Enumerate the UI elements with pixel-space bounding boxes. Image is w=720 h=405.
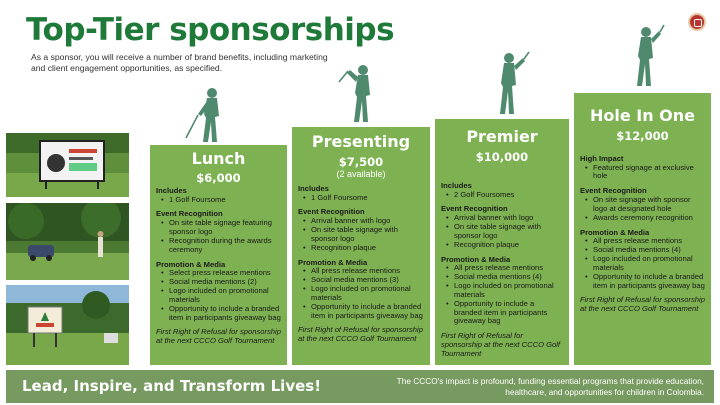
list-item: • On site table signage with sponsor logo xyxy=(441,223,564,241)
list-item: • Recognition plaque xyxy=(441,241,564,250)
list-item: • 2 Golf Foursomes xyxy=(441,191,564,200)
list-item: • On site table signage featuring sponsor logo xyxy=(156,219,282,237)
tier-name: Presenting xyxy=(311,132,411,151)
includes-heading: Includes xyxy=(298,184,329,193)
list-item: • Social media mentions (4) xyxy=(441,273,564,282)
list-item: • Opportunity to include a branded item in participants giveaway bag xyxy=(580,273,706,291)
list-item: • Recognition during the awards ceremony xyxy=(156,237,282,255)
refusal-note: First Right of Refusal for sponsorship at the next CCCO Golf Tournament xyxy=(580,295,705,314)
tier-card-hole-in-one xyxy=(574,93,711,365)
includes-heading: Includes xyxy=(156,186,187,195)
list-item: • Opportunity to include a branded item in participants giveaway bag xyxy=(441,300,564,327)
recognition-heading: Event Recognition xyxy=(580,186,647,196)
golfer-silhouette-icon xyxy=(184,86,230,144)
event-photo-golfers xyxy=(6,203,129,280)
tier-price: $10,000 xyxy=(475,150,529,164)
refusal-note: First Right of Refusal for sponsorship at the next CCCO Golf Tournament xyxy=(298,325,423,344)
list-item: • All press release mentions xyxy=(298,267,425,276)
list-item: • All press release mentions xyxy=(580,237,706,246)
page-title: Top-Tier sponsorships xyxy=(26,12,395,48)
list-item: • Social media mentions (3) xyxy=(298,276,425,285)
tier-price: $7,500 xyxy=(338,155,384,169)
tier-availability: (2 available) xyxy=(336,169,386,179)
tier-price: $12,000 xyxy=(616,129,669,143)
golfer-silhouette-icon xyxy=(337,62,383,124)
includes-heading: High Impact xyxy=(580,154,624,163)
tier-name: Premier xyxy=(466,127,538,146)
tier-card-lunch xyxy=(150,145,287,365)
tier-card-presenting xyxy=(292,127,430,365)
list-item: • Featured signage at exclusive hole xyxy=(580,164,706,182)
tier-name: Hole In One xyxy=(589,106,696,125)
recognition-heading: Event Recognition xyxy=(298,207,365,217)
list-item: • On site signage with sponsor logo at designated hole xyxy=(580,196,706,214)
footer-impact-text: The CCCO's impact is profound, funding essential programs that provide education, healthcare, and opportunities for children in Colombia. xyxy=(396,376,704,397)
includes-heading: Includes xyxy=(441,181,472,190)
list-item: • Recognition plaque xyxy=(298,244,425,253)
list-item: • Social media mentions (4) xyxy=(580,246,706,255)
golfer-silhouette-icon xyxy=(628,24,668,88)
footer-bar xyxy=(6,370,714,403)
list-item: • Social media mentions (2) xyxy=(156,278,282,287)
list-item: • Logo included on promotional materials xyxy=(298,285,425,303)
tier-name: Lunch xyxy=(191,149,246,168)
page-subtitle: As a sponsor, you will receive a number of brand benefits, including marketing and client engagement opportunities, as specified. xyxy=(31,52,328,73)
list-item: • On site table signage with sponsor logo xyxy=(298,226,425,244)
list-item: • 1 Golf Foursome xyxy=(298,194,425,203)
media-heading: Promotion & Media xyxy=(156,259,226,269)
list-item: • Arrival banner with logo xyxy=(441,214,564,223)
footer-slogan: Lead, Inspire, and Transform Lives! xyxy=(22,377,322,395)
list-item: • Logo included on promotional materials xyxy=(441,282,564,300)
event-photo-course-sign xyxy=(6,285,129,365)
media-heading: Promotion & Media xyxy=(580,227,650,237)
list-item: • All press release mentions xyxy=(441,264,564,273)
list-item: • Opportunity to include a branded item in participants giveaway bag xyxy=(156,305,282,323)
golfer-silhouette-icon xyxy=(491,50,531,116)
list-item: • Logo included on promotional materials xyxy=(156,287,282,305)
list-item: • Opportunity to include a branded item in participants giveaway bag xyxy=(298,303,425,321)
ccco-logo-icon xyxy=(688,13,706,31)
list-item: • 1 Golf Foursome xyxy=(156,196,282,205)
list-item: • Arrival banner with logo xyxy=(298,217,425,226)
media-heading: Promotion & Media xyxy=(441,254,511,264)
recognition-heading: Event Recognition xyxy=(156,209,223,219)
event-photo-banner xyxy=(6,133,129,197)
media-heading: Promotion & Media xyxy=(298,257,368,267)
list-item: • Select press release mentions xyxy=(156,269,282,278)
tier-price: $6,000 xyxy=(196,171,241,185)
refusal-note: First Right of Refusal for sponsorship at the next CCCO Golf Tournament xyxy=(441,331,561,359)
list-item: • Awards ceremony recognition xyxy=(580,214,706,223)
tier-card-premier xyxy=(435,119,569,365)
recognition-heading: Event Recognition xyxy=(441,204,508,214)
list-item: • Logo included on promotional materials xyxy=(580,255,706,273)
refusal-note: First Right of Refusal for sponsorship at the next CCCO Golf Tournament xyxy=(156,327,281,346)
